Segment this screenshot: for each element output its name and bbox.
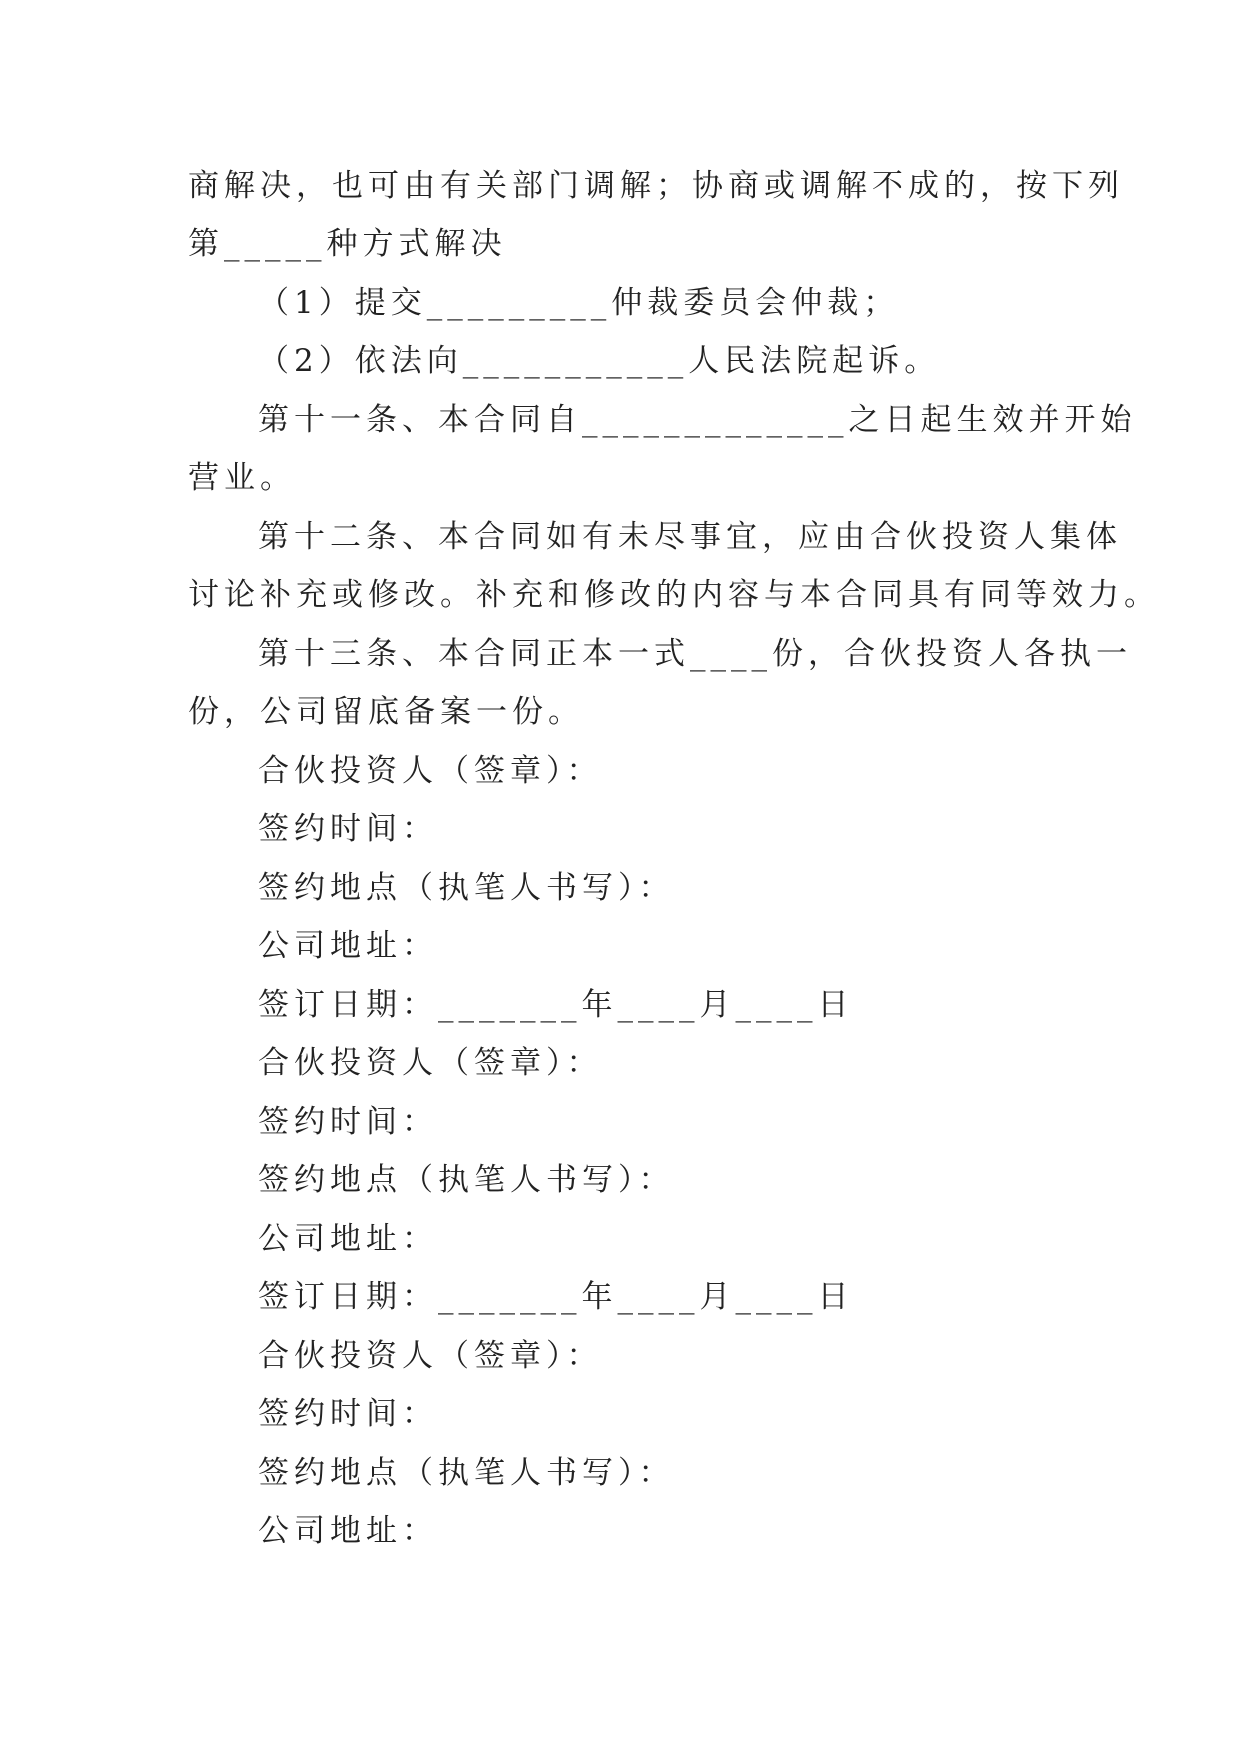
signature-place-label: 签约地点（执笔人书写）：: [258, 870, 675, 906]
arbitration-option: （1）提交_________仲裁委员会仲裁；: [258, 285, 900, 321]
clause-text-line: 第_____种方式解决: [188, 226, 507, 262]
clause-12: 第十二条、本合同如有未尽事宜，应由合伙投资人集体: [258, 519, 1122, 555]
clause-text-line: 商解决，也可由有关部门调解；协商或调解不成的，按下列: [188, 168, 1124, 204]
signature-partner-label: 合伙投资人（签章）：: [258, 753, 603, 789]
clause-text-line: 营业。: [188, 460, 296, 496]
signature-time-label: 签约时间：: [258, 811, 438, 847]
signature-time-label: 签约时间：: [258, 1104, 438, 1140]
company-address-label: 公司地址：: [258, 1221, 438, 1257]
signing-date-label: 签订日期：_______年____月____日: [258, 987, 854, 1023]
signature-place-label: 签约地点（执笔人书写）：: [258, 1455, 675, 1491]
clause-11: 第十一条、本合同自_____________之日起生效并开始: [258, 402, 1137, 438]
company-address-label: 公司地址：: [258, 1513, 438, 1549]
clause-13: 第十三条、本合同正本一式____份，合伙投资人各执一: [258, 636, 1132, 672]
signature-time-label: 签约时间：: [258, 1396, 438, 1432]
signing-date-label: 签订日期：_______年____月____日: [258, 1279, 854, 1315]
clause-text-line: 份，公司留底备案一份。: [188, 694, 584, 730]
signature-partner-label: 合伙投资人（签章）：: [258, 1045, 603, 1081]
clause-text-line: 讨论补充或修改。补充和修改的内容与本合同具有同等效力。: [188, 577, 1160, 613]
court-option: （2）依法向___________人民法院起诉。: [258, 343, 941, 379]
company-address-label: 公司地址：: [258, 928, 438, 964]
signature-place-label: 签约地点（执笔人书写）：: [258, 1162, 675, 1198]
signature-partner-label: 合伙投资人（签章）：: [258, 1338, 603, 1374]
